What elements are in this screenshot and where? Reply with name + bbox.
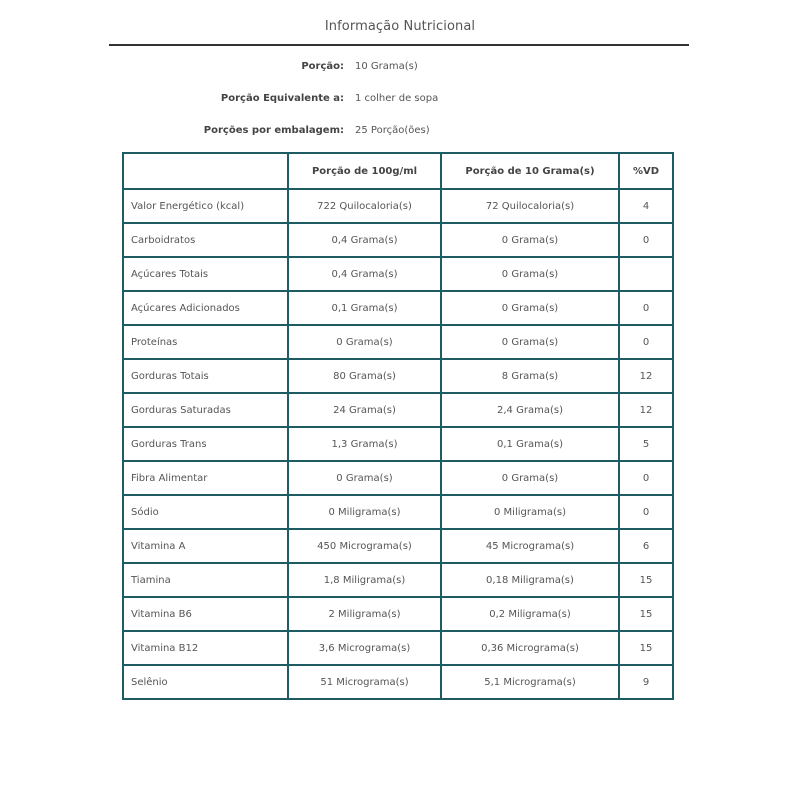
nutrient-name: Valor Energético (kcal): [123, 189, 288, 223]
per-100g-value: 0,4 Grama(s): [288, 257, 441, 291]
daily-value-percent: 15: [619, 631, 673, 665]
per-100g-value: 2 Miligrama(s): [288, 597, 441, 631]
daily-value-percent: 9: [619, 665, 673, 699]
nutrient-name: Tiamina: [123, 563, 288, 597]
per-serving-value: 0,1 Grama(s): [441, 427, 619, 461]
nutrient-name: Açúcares Totais: [123, 257, 288, 291]
daily-value-percent: 0: [619, 223, 673, 257]
daily-value-percent: 15: [619, 597, 673, 631]
daily-value-percent: 12: [619, 359, 673, 393]
nutrient-name: Gorduras Trans: [123, 427, 288, 461]
per-serving-value: 2,4 Grama(s): [441, 393, 619, 427]
nutrition-table: [122, 152, 674, 700]
table-row: [123, 257, 673, 291]
title-divider: [109, 44, 689, 46]
nutrient-name: Fibra Alimentar: [123, 461, 288, 495]
table-row: [123, 597, 673, 631]
daily-value-percent: 15: [619, 563, 673, 597]
daily-value-percent: 0: [619, 325, 673, 359]
table-row: [123, 529, 673, 563]
per-serving-value: 0 Grama(s): [441, 461, 619, 495]
serving-equivalent-value: 1 colher de sopa: [355, 93, 439, 104]
serving-equivalent-label: Porção Equivalente a:: [220, 93, 344, 104]
per-100g-value: 3,6 Micrograma(s): [288, 631, 441, 665]
nutrient-name: Vitamina B6: [123, 597, 288, 631]
per-serving-value: 0 Grama(s): [441, 291, 619, 325]
table-row: [123, 359, 673, 393]
nutrient-name: Vitamina B12: [123, 631, 288, 665]
per-100g-value: 24 Grama(s): [288, 393, 441, 427]
nutrient-name: Gorduras Totais: [123, 359, 288, 393]
daily-value-percent: 6: [619, 529, 673, 563]
servings-per-package-value: 25 Porção(ões): [355, 125, 430, 136]
serving-size-label: Porção:: [301, 61, 344, 72]
per-serving-value: 0 Grama(s): [441, 223, 619, 257]
table-row: [123, 495, 673, 529]
table-row: [123, 563, 673, 597]
per-100g-value: 0 Miligrama(s): [288, 495, 441, 529]
daily-value-percent: 0: [619, 495, 673, 529]
nutrient-name: Sódio: [123, 495, 288, 529]
per-serving-value: 0 Grama(s): [441, 325, 619, 359]
nutrient-name: Vitamina A: [123, 529, 288, 563]
daily-value-percent: 12: [619, 393, 673, 427]
table-row: [123, 223, 673, 257]
per-100g-value: 1,8 Miligrama(s): [288, 563, 441, 597]
per-serving-value: 0 Miligrama(s): [441, 495, 619, 529]
table-row: [123, 393, 673, 427]
table-row: [123, 631, 673, 665]
nutrient-name: Selênio: [123, 665, 288, 699]
daily-value-percent: [619, 257, 673, 291]
per-serving-value: 0,36 Micrograma(s): [441, 631, 619, 665]
daily-value-percent: 0: [619, 291, 673, 325]
per-serving-value: 45 Micrograma(s): [441, 529, 619, 563]
daily-value-percent: 4: [619, 189, 673, 223]
header-nutrient: [123, 153, 288, 189]
per-serving-value: 5,1 Micrograma(s): [441, 665, 619, 699]
per-serving-value: 72 Quilocaloria(s): [441, 189, 619, 223]
servings-per-package-label: Porções por embalagem:: [203, 125, 344, 136]
table-header-row: [123, 153, 673, 189]
per-100g-value: 80 Grama(s): [288, 359, 441, 393]
per-serving-value: 0 Grama(s): [441, 257, 619, 291]
per-100g-value: 51 Micrograma(s): [288, 665, 441, 699]
table-row: [123, 461, 673, 495]
per-100g-value: 1,3 Grama(s): [288, 427, 441, 461]
per-100g-value: 722 Quilocaloria(s): [288, 189, 441, 223]
serving-size-value: 10 Grama(s): [355, 61, 418, 72]
page-title: Informação Nutricional: [324, 19, 476, 34]
per-100g-value: 0,4 Grama(s): [288, 223, 441, 257]
per-100g-value: 0 Grama(s): [288, 461, 441, 495]
table-row: [123, 291, 673, 325]
nutrient-name: Açúcares Adicionados: [123, 291, 288, 325]
nutrient-name: Proteínas: [123, 325, 288, 359]
per-100g-value: 450 Micrograma(s): [288, 529, 441, 563]
table-row: [123, 665, 673, 699]
table-row: [123, 189, 673, 223]
header-per-serving: Porção de 10 Grama(s): [441, 153, 619, 189]
per-serving-value: 8 Grama(s): [441, 359, 619, 393]
per-serving-value: 0,2 Miligrama(s): [441, 597, 619, 631]
per-serving-value: 0,18 Miligrama(s): [441, 563, 619, 597]
header-per-100g: Porção de 100g/ml: [288, 153, 441, 189]
per-100g-value: 0 Grama(s): [288, 325, 441, 359]
table-row: [123, 427, 673, 461]
daily-value-percent: 5: [619, 427, 673, 461]
nutrient-name: Carboidratos: [123, 223, 288, 257]
header-daily-value: %VD: [619, 153, 673, 189]
table-row: [123, 325, 673, 359]
per-100g-value: 0,1 Grama(s): [288, 291, 441, 325]
nutrient-name: Gorduras Saturadas: [123, 393, 288, 427]
daily-value-percent: 0: [619, 461, 673, 495]
